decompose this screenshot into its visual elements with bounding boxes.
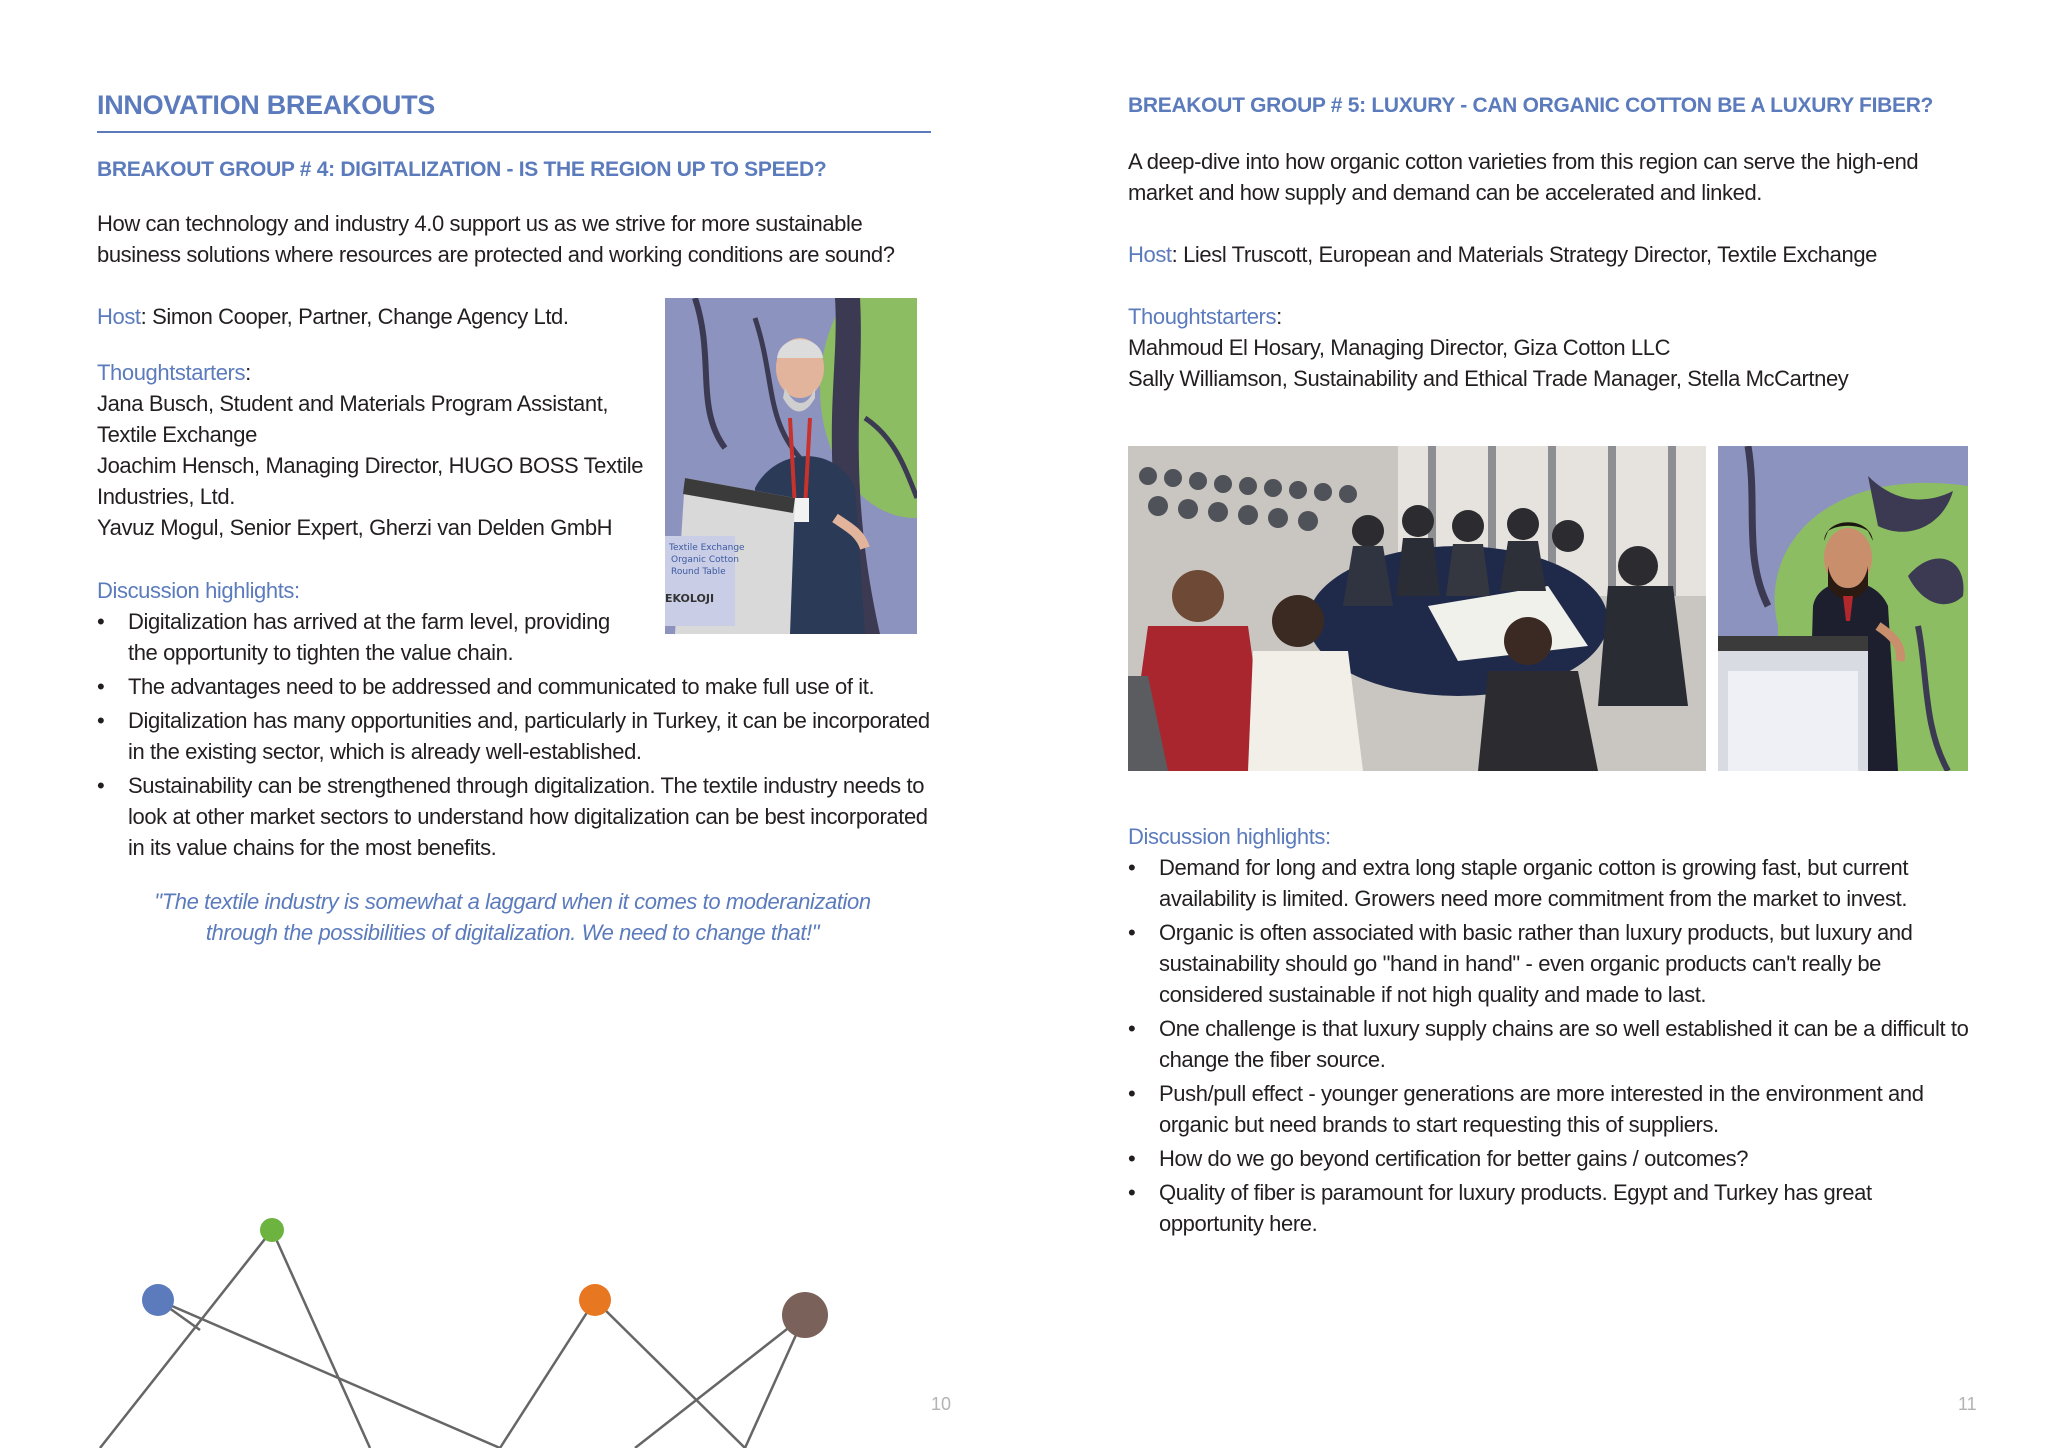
list-item: • How do we go beyond certification for better gains / outcomes?	[1128, 1143, 1978, 1174]
page-number-right: 11	[1958, 1394, 1977, 1414]
pull-quote: "The textile industry is somewhat a laggard when it comes to moderanization through the possibilities of digitalization. We need to change that!"	[154, 889, 871, 945]
round-table-photo	[1128, 446, 1706, 771]
network-dot-orange	[579, 1284, 611, 1316]
group-5-thoughtstarters: Thoughtstarters: Mahmoud El Hosary, Managing Director, Giza Cotton LLC Sally Williamson, Sustainability and Ethical Trade Manager, Stella McCartney	[1128, 301, 1978, 394]
list-item: • The advantages need to be addressed and communicated to make full use of it.	[97, 671, 932, 702]
network-decoration	[0, 1200, 900, 1448]
thoughtstarter-line: Jana Busch, Student and Materials Program Assistant,	[97, 391, 609, 416]
thoughtstarter-line: Joachim Hensch, Managing Director, HUGO BOSS Textile	[97, 453, 644, 478]
page-number-left: 10	[931, 1394, 952, 1414]
host-label: Host	[97, 304, 141, 329]
host-text: : Simon Cooper, Partner, Change Agency Ltd.	[140, 304, 569, 329]
network-dot-brown	[782, 1292, 828, 1338]
breakout-group-4-title: BREAKOUT GROUP # 4: DIGITALIZATION - IS THE REGION UP TO SPEED?	[97, 158, 827, 181]
network-line	[158, 1300, 500, 1448]
thoughtstarter-line: Industries, Ltd.	[97, 484, 235, 509]
group-4-host	[97, 301, 657, 332]
thoughtstarter-line: Mahmoud El Hosary, Managing Director, Giza Cotton LLC	[1128, 335, 1671, 360]
thoughtstarter-line: Textile Exchange	[97, 422, 257, 447]
host-text: : Liesl Truscott, European and Materials Strategy Director, Textile Exchange	[1171, 242, 1877, 267]
speaker-photo-simon	[665, 298, 917, 634]
list-item: • Sustainability can be strengthened through digitalization. The textile industry needs to look at other market sectors to understand how digitalization can be best incorporated in its value chains for the most benefits.	[97, 770, 932, 863]
network-dot-blue	[142, 1284, 174, 1316]
thoughtstarter-line: Yavuz Mogul, Senior Expert, Gherzi van Delden GmbH	[97, 515, 613, 540]
thoughtstarters-label: Thoughtstarters	[97, 360, 246, 385]
thoughtstarter-line: Sally Williamson, Sustainability and Ethical Trade Manager, Stella McCartney	[1128, 366, 1849, 391]
list-item: • One challenge is that luxury supply chains are so well established it can be a difficult to change the fiber source.	[1128, 1013, 1978, 1075]
discussion-list	[1128, 852, 1978, 1239]
list-item: • Push/pull effect - younger generations are more interested in the environment and organic but need brands to start requesting this of suppliers.	[1128, 1078, 1978, 1140]
discussion-label: Discussion highlights:	[1128, 824, 1331, 849]
breakout-group-5-title: BREAKOUT GROUP # 5: LUXURY - CAN ORGANIC COTTON BE A LUXURY FIBER?	[1128, 94, 1934, 117]
network-line	[635, 1315, 805, 1448]
sign-line: Round Table	[671, 567, 726, 577]
sign-brand: EKOLOJI	[665, 592, 715, 605]
group-4-thoughtstarters: Thoughtstarters: Jana Busch, Student and Materials Program Assistant, Textile Exchange Joachim Hensch, Managing Director, HUGO BOSS Textile Industries, Ltd. Yavuz Mogul, Senior Expert, Gherzi van Delden GmbH	[97, 357, 657, 543]
network-line	[500, 1300, 595, 1448]
network-line	[272, 1230, 370, 1448]
host-label: Host	[1128, 242, 1172, 267]
network-line	[595, 1300, 745, 1448]
group-5-host	[1128, 239, 1978, 270]
list-item: • Quality of fiber is paramount for luxury products. Egypt and Turkey has great opportunity here.	[1128, 1177, 1978, 1239]
list-item: • Digitalization has arrived at the farm level, providing the opportunity to tighten the value chain.	[97, 606, 633, 668]
list-item: • Demand for long and extra long staple organic cotton is growing fast, but current availability is limited. Growers need more commitment from the market to invest.	[1128, 852, 1978, 914]
group-5-discussion	[1128, 821, 1978, 1242]
discussion-list	[97, 606, 932, 863]
list-item: • Digitalization has many opportunities and, particularly in Turkey, it can be incorporated in the existing sector, which is already well-established.	[97, 705, 932, 767]
discussion-label: Discussion highlights:	[97, 578, 300, 603]
thoughtstarters-label: Thoughtstarters	[1128, 304, 1277, 329]
group-5-intro: A deep-dive into how organic cotton varieties from this region can serve the high-end market and how supply and demand can be accelerated and linked.	[1128, 149, 1919, 205]
list-item: • Organic is often associated with basic rather than luxury products, but luxury and sustainability should go "hand in hand" - even organic products can't really be considered sustainable if not high quality and made to last.	[1128, 917, 1978, 1010]
sign-line: Organic Cotton	[671, 555, 739, 565]
section-title: INNOVATION BREAKOUTS	[97, 90, 931, 133]
sign-line: Textile Exchange	[669, 543, 745, 553]
speaker-photo-luxury	[1718, 446, 1968, 771]
group-4-intro: How can technology and industry 4.0 support us as we strive for more sustainable business solutions where resources are protected and working conditions are sound?	[97, 211, 895, 267]
right-page	[1024, 0, 2048, 1448]
network-dot-green	[260, 1218, 284, 1242]
